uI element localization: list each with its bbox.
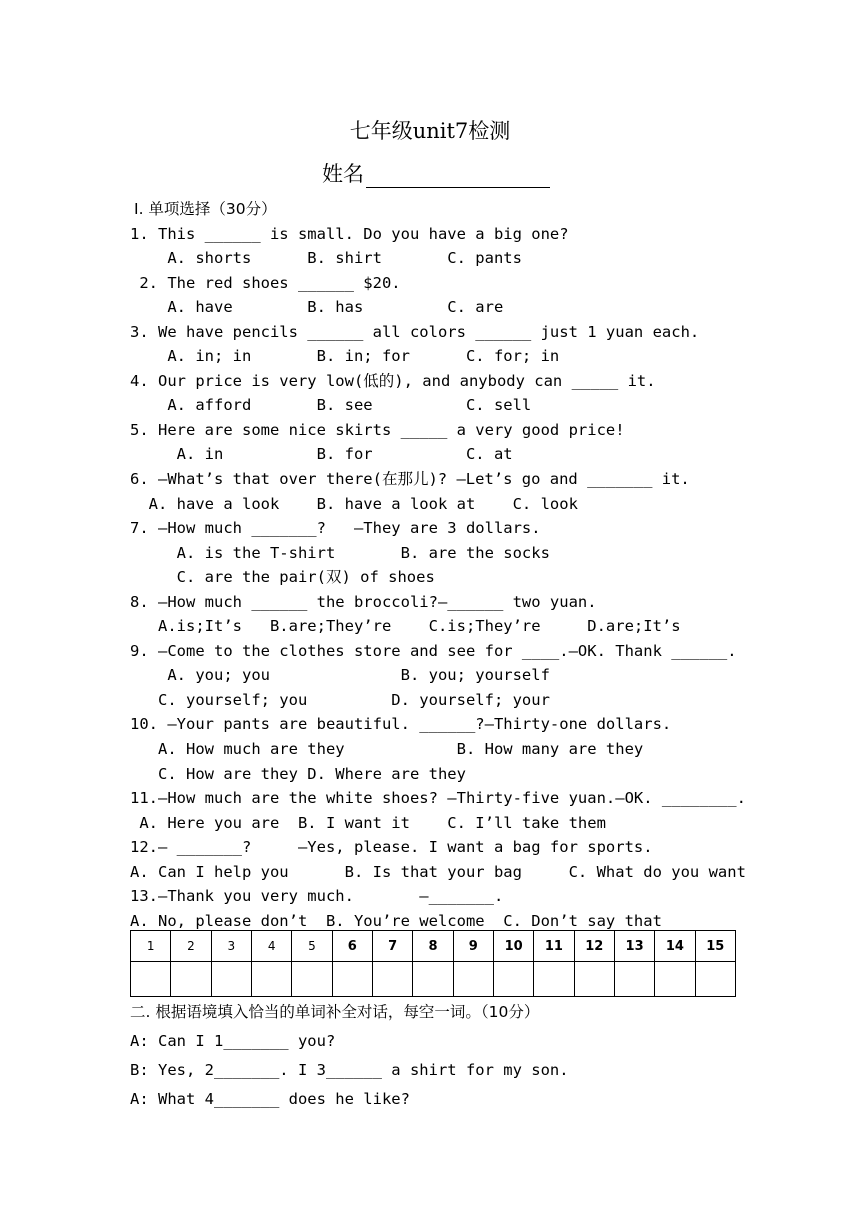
answer-number-cell: 14 (655, 931, 695, 962)
question-line: 2. The red shoes ______ $20. (130, 274, 401, 292)
question-line: C. How are they D. Where are they (130, 765, 466, 783)
question-line: 6. —What’s that over there(在那儿)? —Let’s go and _______ it. (130, 470, 690, 488)
question-line: 8. —How much ______ the broccoli?—______ two yuan. (130, 593, 597, 611)
question-line: 10. —Your pants are beautiful. ______?—Thirty-one dollars. (130, 715, 672, 733)
answer-number-cell: 9 (453, 931, 493, 962)
answer-number-cell: 7 (372, 931, 412, 962)
answer-number-cell: 1 (131, 931, 171, 962)
answer-blank-cell[interactable] (211, 962, 251, 997)
question-line: A. is the T-shirt B. are the socks (130, 544, 550, 562)
question-line: 11.—How much are the white shoes? —Thirty-five yuan.—OK. ________. (130, 789, 746, 807)
question-line: A. in; in B. in; for C. for; in (130, 347, 560, 365)
question-line: A. Here you are B. I want it C. I’ll take them (130, 814, 606, 832)
answer-number-cell: 15 (695, 931, 735, 962)
answer-blank-cell[interactable] (332, 962, 372, 997)
answer-number-cell: 12 (574, 931, 614, 962)
question-line: 3. We have pencils ______ all colors ______ just 1 yuan each. (130, 323, 700, 341)
question-line: 5. Here are some nice skirts _____ a very good price! (130, 421, 625, 439)
question-line: A. How much are they B. How many are they (130, 740, 644, 758)
question-line: A. No, please don’t B. You’re welcome C. Don’t say that (130, 912, 662, 930)
question-line: C. yourself; you D. yourself; your (130, 691, 550, 709)
answer-blank-cell[interactable] (372, 962, 412, 997)
answer-blank-cell[interactable] (493, 962, 533, 997)
answer-number-cell: 4 (251, 931, 291, 962)
answer-blank-cell[interactable] (251, 962, 291, 997)
dialog-line: A: Can I 1_______ you? (130, 1032, 336, 1050)
answer-number-row (131, 931, 736, 962)
question-line: 4. Our price is very low(低的), and anybody can _____ it. (130, 372, 656, 390)
answer-number-cell: 10 (493, 931, 533, 962)
dialog-line: B: Yes, 2_______. I 3______ a shirt for my son. (130, 1061, 569, 1079)
question-line: A.is;It’s B.are;They’re C.is;They’re D.are;It’s (130, 617, 681, 635)
question-line: A. Can I help you B. Is that your bag C. What do you want (130, 863, 746, 881)
dialog-line: A: What 4_______ does he like? (130, 1090, 410, 1108)
answer-blank-cell[interactable] (413, 962, 453, 997)
name-blank-line (366, 163, 550, 188)
section2-heading: 二. 根据语境填入恰当的单词补全对话，每空一词。（10分） (130, 1003, 540, 1021)
question-line: A. afford B. see C. sell (130, 396, 532, 414)
answer-blank-row (131, 962, 736, 997)
answer-table (130, 930, 736, 997)
answer-blank-cell[interactable] (695, 962, 735, 997)
answer-blank-cell[interactable] (171, 962, 211, 997)
answer-number-cell: 11 (534, 931, 574, 962)
answer-number-cell: 2 (171, 931, 211, 962)
answer-blank-cell[interactable] (574, 962, 614, 997)
answer-blank-cell[interactable] (614, 962, 654, 997)
question-line: A. you; you B. you; yourself (130, 666, 550, 684)
question-line: C. are the pair(双) of shoes (130, 568, 435, 586)
answer-number-cell: 3 (211, 931, 251, 962)
answer-blank-cell[interactable] (453, 962, 493, 997)
question-line: 7. —How much _______? —They are 3 dollars. (130, 519, 541, 537)
answer-number-cell: 6 (332, 931, 372, 962)
question-line: A. have B. has C. are (130, 298, 504, 316)
answer-blank-cell[interactable] (292, 962, 332, 997)
question-line: 1. This ______ is small. Do you have a big one? (130, 225, 569, 243)
name-label: 姓名 (322, 162, 364, 186)
question-line: 9. —Come to the clothes store and see for ____.—OK. Thank ______. (130, 642, 737, 660)
answer-number-cell: 13 (614, 931, 654, 962)
answer-blank-cell[interactable] (131, 962, 171, 997)
question-line: 12.— _______? —Yes, please. I want a bag for sports. (130, 838, 653, 856)
answer-number-cell: 8 (413, 931, 453, 962)
question-line: A. in B. for C. at (130, 445, 513, 463)
answer-blank-cell[interactable] (655, 962, 695, 997)
section1-heading: Ⅰ. 单项选择（30分） (134, 200, 277, 218)
question-line: A. shorts B. shirt C. pants (130, 249, 522, 267)
answer-blank-cell[interactable] (534, 962, 574, 997)
name-field (322, 158, 550, 188)
question-line: 13.—Thank you very much. —_______. (130, 887, 504, 905)
question-line: A. have a look B. have a look at C. look (130, 495, 578, 513)
answer-number-cell: 5 (292, 931, 332, 962)
page-title: 七年级unit7检测 (349, 119, 511, 143)
